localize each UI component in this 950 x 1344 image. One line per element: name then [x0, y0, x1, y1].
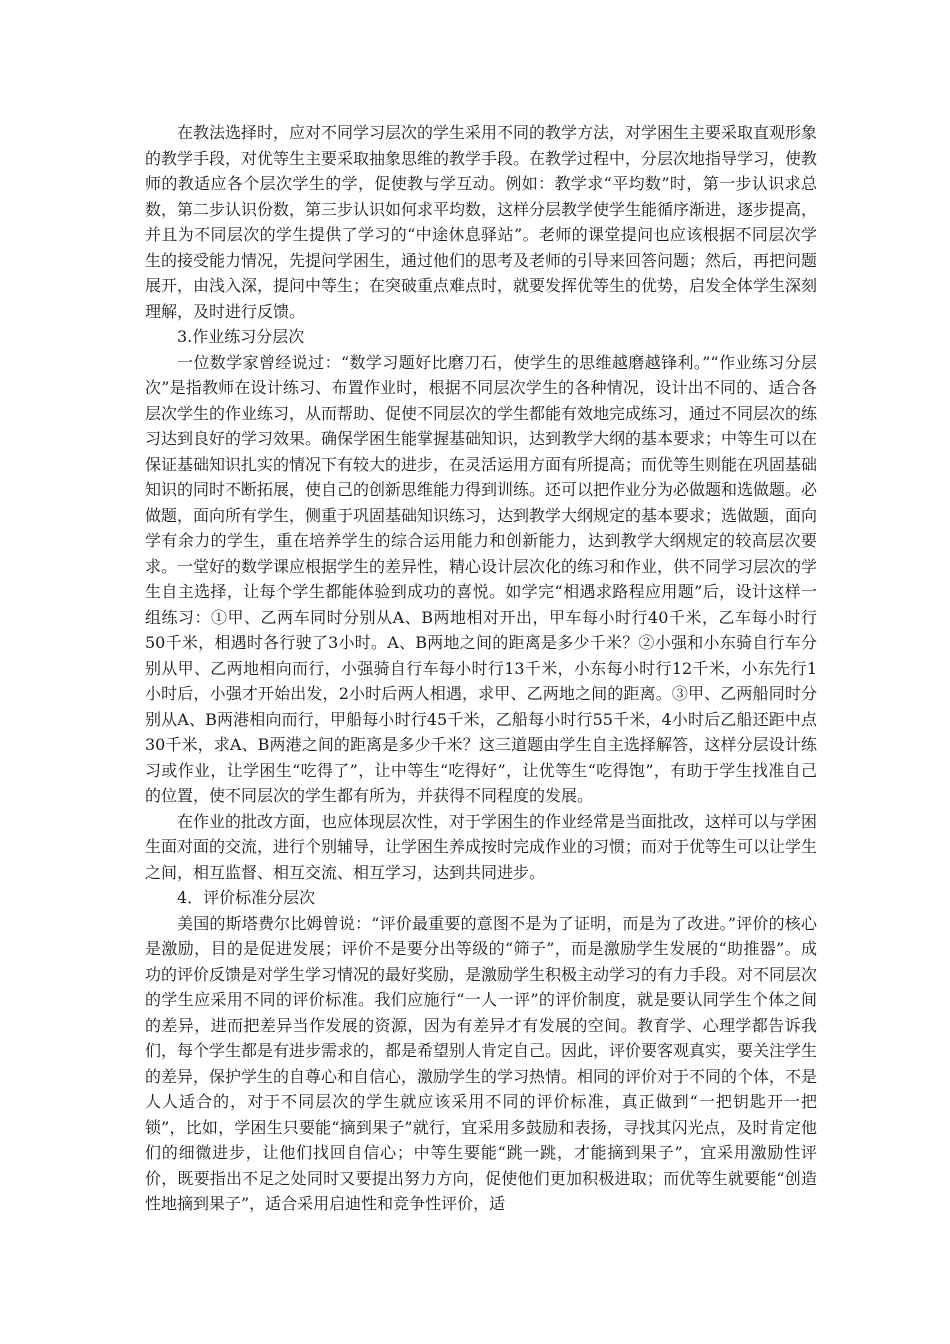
- document-body: [145, 120, 817, 1217]
- paragraph-homework-grading: 在作业的批改方面，也应体现层次性，对于学困生的作业经常是当面批改，这样可以与学困生面对面的交流，进行个别辅导，让学困生养成按时完成作业的习惯；而对于优等生可以让学生之间，相互监督、相互交流、相互学习，达到共同进步。: [145, 811, 818, 882]
- paragraph-evaluation-standards: 美国的斯塔费尔比姆曾说：“评价最重要的意图不是为了证明，而是为了改进。”评价的核心是激励，目的是促进发展；评价不是要分出等级的“筛子”，而是激励学生发展的“助推器”。成功的评价反馈是对学生学习情况的最好奖励，是激励学生积极主动学习的有力手段。对不同层次的学生应采用不同的评价标准。我们应施行“一人一评”的评价制度，就是要认同学生个体之间的差异，进而把差异当作发展的资源，因为有差异才有发展的空间。教育学、心理学都告诉我们，每个学生都是有进步需求的，都是希望别人肯定自己。因此，评价要客观真实，要关注学生的差异，保护学生的自尊心和自信心，激励学生的学习热情。相同的评价对于不同的个体，不是人人适合的，对于不同层次的学生就应该采用不同的评价标准，真正做到“一把钥匙开一把锁”，比如，学困生只要能“摘到果子”就行，宜采用多鼓励和表扬，寻找其闪光点，及时肯定他们的细微进步，让他们找回自信心；中等生要能“跳一跳，才能摘到果子”，宜采用激励性评价，既要指出不足之处同时又要提出努力方向，促使他们更加积极进取；而优等生就要能“创造性地摘到果子”，适合采用启迪性和竞争性评价，适: [145, 913, 818, 1213]
- paragraph-homework-layers: 一位数学家曾经说过：“数学习题好比磨刀石，使学生的思维越磨越锋利。”“作业练习分层次”是指教师在设计练习、布置作业时，根据不同层次学生的各种情况，设计出不同的、适合各层次学生的作业练习，从而帮助、促使不同层次的学生都能有效地完成练习，通过不同层次的练习达到良好的学习效果。确保学困生能掌握基础知识，达到教学大纲的基本要求；中等生可以在保证基础知识扎实的情况下有较大的进步，在灵活运用方面有所提高；而优等生则能在巩固基础知识的同时不断拓展，使自己的创新思维能力得到训练。还可以把作业分为必做题和选做题。必做题，面向所有学生，侧重于巩固基础知识练习，达到教学大纲规定的基本要求；选做题，面向学有余力的学生，重在培养学生的综合运用能力和创新能力，达到教学大纲规定的较高层次要求。一堂好的数学课应根据学生的差异性，精心设计层次化的练习和作业，供不同学习层次的学生自主选择，让每个学生都能体验到成功的喜悦。如学完“相遇求路程应用题”后，设计这样一组练习：①甲、乙两车同时分别从A、B两地相对开出，甲车每小时行40千米，乙车每小时行50千米，相遇时各行驶了3小时。A、B两地之间的距离是多少千米？②小强和小东骑自行车分别从甲、乙两地相向而行，小强骑自行车每小时行13千米，小东每小时行12千米，小东先行1小时后，小强才开始出发，2小时后两人相遇，求甲、乙两地之间的距离。③甲、乙两船同时分别从A、B两港相向而行，甲船每小时行45千米，乙船每小时行55千米，4小时后乙船还距中点30千米，求A、B两港之间的距离是多少千米？这三道题由学生自主选择解答，这样分层设计练习或作业，让学困生“吃得了”，让中等生“吃得好”，让优等生“吃得饱”，有助于学生找准自己的位置，使不同层次的学生都有所为，并获得不同程度的发展。: [145, 352, 818, 805]
- section-heading-homework: 3.作业练习分层次: [177, 327, 305, 346]
- section-heading-evaluation: 4．评价标准分层次: [177, 888, 316, 907]
- paragraph-teaching-method: 在教法选择时，应对不同学习层次的学生采用不同的教学方法，对学困生主要采取直观形象的教学手段，对优等生主要采取抽象思维的教学手段。在教学过程中，分层次地指导学习，使教师的教适应各个层次学生的学，促使教与学互动。例如：教学求“平均数”时，第一步认识求总数，第二步认识份数，第三步认识如何求平均数，这样分层教学使学生能循序渐进，逐步提高，并且为不同层次的学生提供了学习的“中途休息驿站”。老师的课堂提问也应该根据不同层次学生的接受能力情况，先提问学困生，通过他们的思考及老师的引导来回答问题；然后，再把问题展开，由浅入深，提问中等生；在突破重点难点时，就要发挥优等生的优势，启发全体学生深刻理解，及时进行反馈。: [145, 123, 818, 321]
